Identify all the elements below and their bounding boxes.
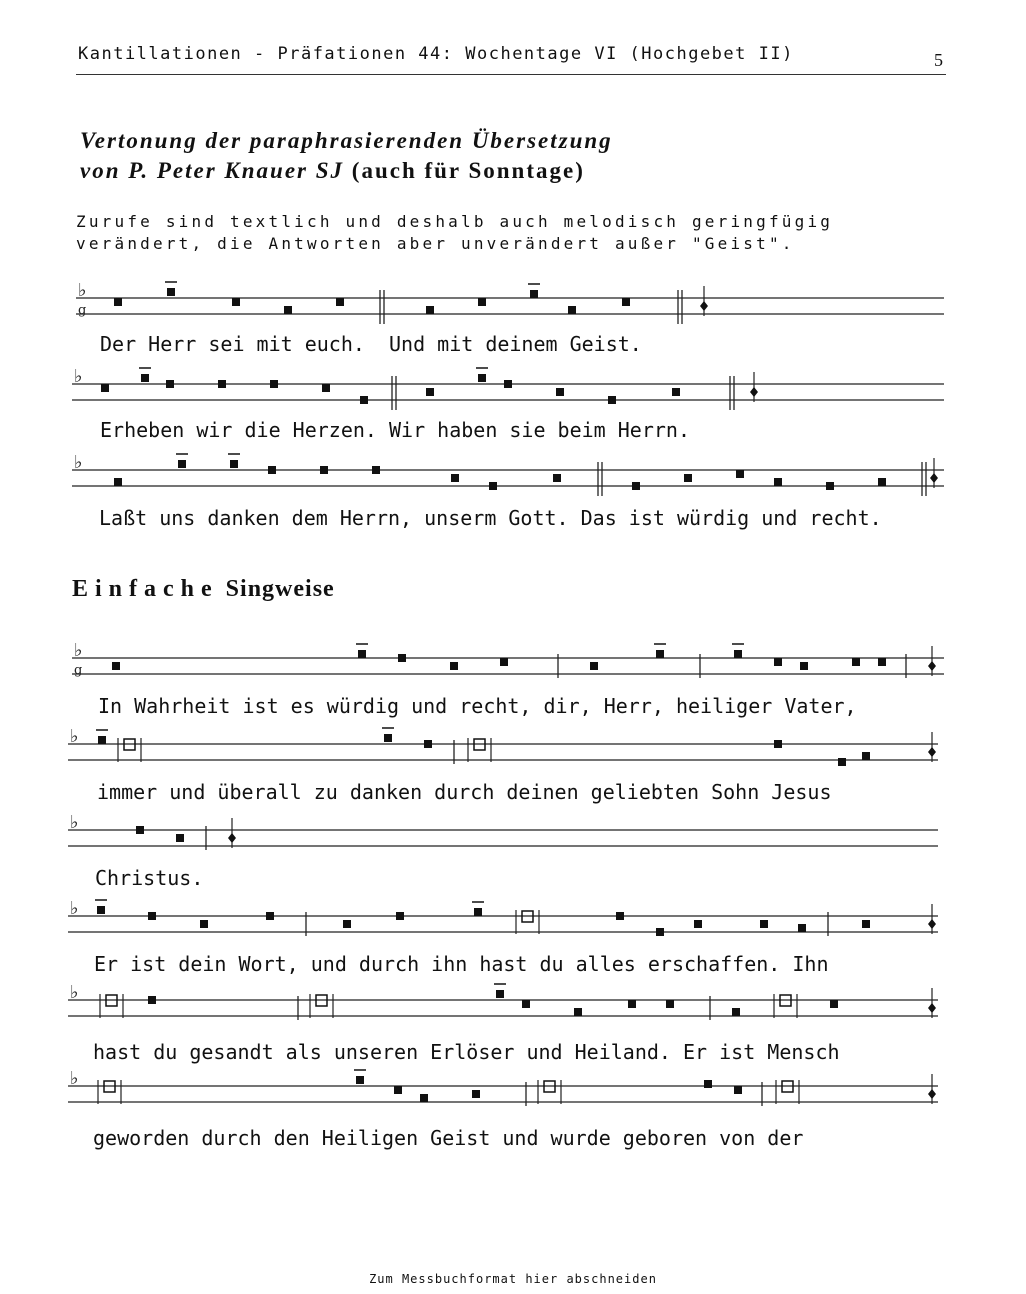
final-note: [930, 473, 938, 483]
chant-note: [632, 482, 640, 490]
chant-note: [760, 920, 768, 928]
chant-note: [358, 650, 366, 658]
chant-note: [830, 1000, 838, 1008]
chant-note: [568, 306, 576, 314]
lyric-s2-4: Er ist dein Wort, und durch ihn hast du alles erschaffen. Ihn: [94, 952, 829, 976]
chant-note: [478, 374, 486, 382]
chant-note: [97, 906, 105, 914]
chant-note: [774, 478, 782, 486]
chant-note: [694, 920, 702, 928]
chant-note: [424, 740, 432, 748]
chant-note: [656, 650, 664, 658]
chant-note: [394, 1086, 402, 1094]
chant-note: [736, 470, 744, 478]
running-header: Kantillationen - Präfationen 44: Wochentage VI (Hochgebet II): [78, 44, 794, 64]
chant-note: [878, 478, 886, 486]
chant-note: [672, 388, 680, 396]
final-note: [928, 919, 936, 929]
section1-title-author: von P. Peter Knauer SJ: [80, 158, 345, 183]
chant-note: [451, 474, 459, 482]
chant-note: [178, 460, 186, 468]
chant-note: [734, 650, 742, 658]
chant-note: [826, 482, 834, 490]
chant-note: [148, 996, 156, 1004]
section1-title-line1-text: Vertonung der paraphrasierenden Übersetzung: [80, 128, 613, 153]
chant-note: [101, 384, 109, 392]
chant-note: [530, 290, 538, 298]
chant-note: [478, 298, 486, 306]
chant-note: [622, 298, 630, 306]
chant-note: [666, 1000, 674, 1008]
chant-note: [504, 380, 512, 388]
chant-note: [266, 912, 274, 920]
chant-note: [426, 388, 434, 396]
final-note: [700, 301, 708, 311]
flat-clef-icon: ♭: [74, 366, 83, 387]
chant-note: [426, 306, 434, 314]
lyric-s1-2: Erheben wir die Herzen. Wir haben sie beim Herrn.: [100, 418, 691, 442]
flat-clef-icon: ♭: [70, 726, 79, 747]
chant-note: [112, 662, 120, 670]
chant-note: [218, 380, 226, 388]
final-note: [228, 833, 236, 843]
chant-note: [608, 396, 616, 404]
chant-note: [396, 912, 404, 920]
chant-note: [343, 920, 351, 928]
chant-note: [496, 990, 504, 998]
chant-note: [200, 920, 208, 928]
chant-note: [148, 912, 156, 920]
final-note: [928, 661, 936, 671]
g-clef-icon: g: [74, 663, 83, 678]
chant-note: [136, 826, 144, 834]
final-note: [928, 1089, 936, 1099]
chant-note: [322, 384, 330, 392]
section1-note-line1: Zurufe sind textlich und deshalb auch melodisch geringfügig: [76, 212, 834, 231]
lyric-s1-1: Der Herr sei mit euch. Und mit deinem Geist.: [100, 332, 642, 356]
lyric-s2-2: immer und überall zu danken durch deinen geliebten Sohn Jesus: [97, 780, 832, 804]
chant-note: [684, 474, 692, 482]
lyric-s2-6: geworden durch den Heiligen Geist und wurde geboren von der: [93, 1126, 804, 1150]
chant-note: [336, 298, 344, 306]
chant-note: [398, 654, 406, 662]
final-note: [928, 1003, 936, 1013]
chant-note: [384, 734, 392, 742]
chant-note: [356, 1076, 364, 1084]
flat-clef-icon: ♭: [74, 640, 83, 661]
chant-note: [268, 466, 276, 474]
chant-note: [141, 374, 149, 382]
flat-clef-icon: ♭: [70, 812, 79, 833]
chant-note: [270, 380, 278, 388]
chant-note: [556, 388, 564, 396]
chant-note: [656, 928, 664, 936]
flat-clef-icon: ♭: [78, 280, 87, 301]
chant-note: [878, 658, 886, 666]
lyric-s2-3: Christus.: [95, 866, 204, 890]
chant-note: [450, 662, 458, 670]
chant-note: [167, 288, 175, 296]
chant-note: [232, 298, 240, 306]
chant-note: [522, 1000, 530, 1008]
final-note: [750, 387, 758, 397]
flat-clef-icon: ♭: [70, 1068, 79, 1089]
chant-note: [704, 1080, 712, 1088]
chant-note: [284, 306, 292, 314]
section2-title-rest: Singweise: [218, 576, 335, 602]
chant-note: [800, 662, 808, 670]
chant-note: [774, 658, 782, 666]
chant-note: [320, 466, 328, 474]
chant-note: [590, 662, 598, 670]
section2-title-spaced: Einfache: [72, 576, 219, 602]
chant-note: [372, 466, 380, 474]
chant-note: [114, 298, 122, 306]
chant-note: [732, 1008, 740, 1016]
lyric-s2-1: In Wahrheit ist es würdig und recht, dir, Herr, heiliger Vater,: [98, 694, 857, 718]
chant-note: [774, 740, 782, 748]
chant-note: [489, 482, 497, 490]
section1-note-line2: verändert, die Antworten aber unverändert außer "Geist".: [76, 234, 795, 253]
chant-note: [500, 658, 508, 666]
g-clef-icon: g: [78, 303, 87, 318]
chant-note: [360, 396, 368, 404]
chant-note: [474, 908, 482, 916]
chant-note: [838, 758, 846, 766]
chant-note: [852, 658, 860, 666]
chant-note: [798, 924, 806, 932]
chant-note: [553, 474, 561, 482]
page-number: 5: [934, 50, 943, 70]
chant-note: [616, 912, 624, 920]
cut-note: Zum Messbuchformat hier abschneiden: [369, 1272, 657, 1286]
chant-note: [176, 834, 184, 842]
chant-note: [98, 736, 106, 744]
lyric-s1-3: Laßt uns danken dem Herrn, unserm Gott. Das ist würdig und recht.: [99, 506, 882, 530]
chant-note: [114, 478, 122, 486]
chant-note: [166, 380, 174, 388]
chant-note: [734, 1086, 742, 1094]
flat-clef-icon: ♭: [70, 982, 79, 1003]
flat-clef-icon: ♭: [74, 452, 83, 473]
chant-note: [574, 1008, 582, 1016]
chant-note: [628, 1000, 636, 1008]
chant-note: [472, 1090, 480, 1098]
chant-note: [230, 460, 238, 468]
flat-clef-icon: ♭: [70, 898, 79, 919]
chant-note: [862, 752, 870, 760]
chant-note: [420, 1094, 428, 1102]
lyric-s2-5: hast du gesandt als unseren Erlöser und Heiland. Er ist Mensch: [93, 1040, 840, 1064]
section1-title-suffix: (auch für Sonntage): [344, 158, 585, 183]
chant-note: [862, 920, 870, 928]
final-note: [928, 747, 936, 757]
